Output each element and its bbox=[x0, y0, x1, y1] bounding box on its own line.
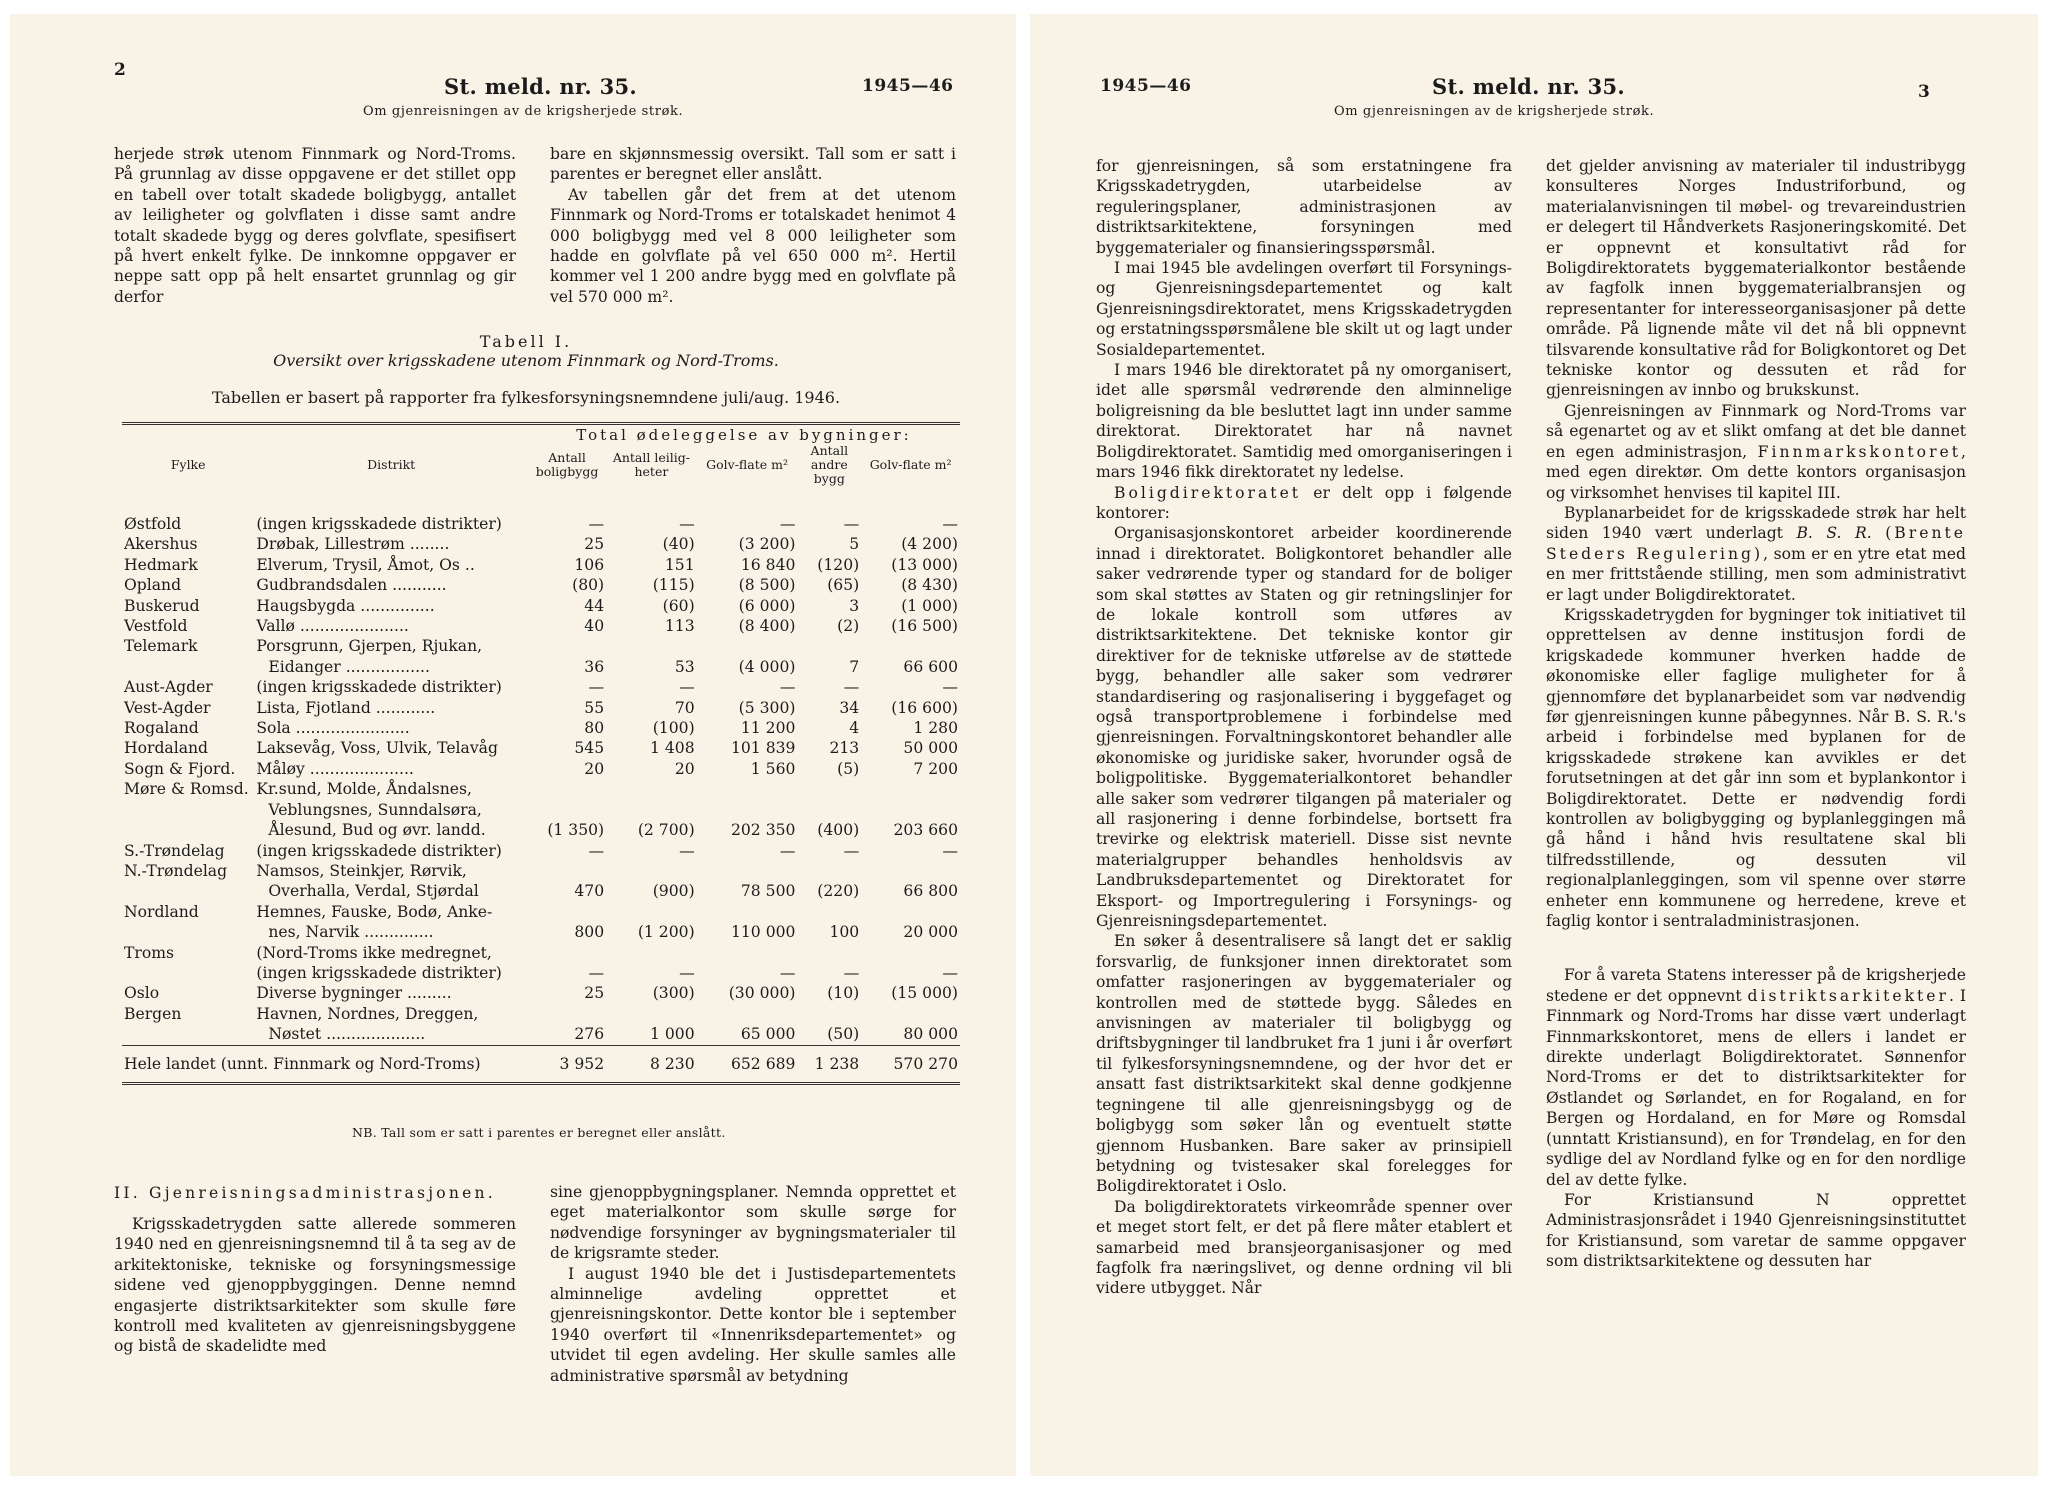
table-total-row bbox=[122, 1045, 960, 1083]
cell-value bbox=[697, 943, 798, 963]
cell-distrikt: Lista, Fjotland ............ bbox=[256, 698, 436, 717]
cell-distrikt: Sola ....................... bbox=[256, 719, 410, 738]
cell-value: 20 bbox=[674, 759, 695, 778]
cell-value: 66 800 bbox=[903, 882, 958, 901]
cell-fylke bbox=[122, 1024, 254, 1045]
cell-value: — bbox=[942, 678, 958, 697]
body-paragraph: Da boligdirektoratets virkeområde spenner over et meget stort felt, er det på flere måter etablert et samarbeid med bransjeorganisasjoner og med fagfolk fra næringslivet, og denne ordning vil bli videre utbygget. Når bbox=[1096, 1197, 1512, 1298]
table-row bbox=[122, 596, 960, 616]
cell-fylke: Østfold bbox=[124, 515, 182, 533]
table-row bbox=[122, 534, 960, 554]
cell-fylke: S.-Trøndelag bbox=[124, 841, 225, 860]
cell-value: 5 bbox=[849, 535, 860, 554]
page-year: 1945—46 bbox=[862, 76, 954, 96]
table-row bbox=[122, 943, 960, 963]
cell-distrikt: Kr.sund, Molde, Åndalsnes, bbox=[256, 780, 472, 799]
cell-value: — bbox=[779, 841, 796, 860]
body-paragraph bbox=[1546, 965, 1966, 1189]
body-paragraph: I august 1940 ble det i Justisdepartementets alminnelige avdeling opprettet et gjenreisningskontor. Dette kontor ble i september 1940 overført til «Innenriksdepartementet» og utvidet til egen avdeling. Her skulle samles alle administrative spørsmål av betydning bbox=[550, 1264, 956, 1385]
cell-value: — bbox=[588, 963, 605, 982]
table-label: Tabell I. bbox=[479, 332, 573, 351]
total-value: 570 270 bbox=[861, 1045, 960, 1083]
cell-value: (120) bbox=[817, 555, 860, 574]
cell-value: — bbox=[843, 841, 860, 860]
cell-value bbox=[861, 1004, 960, 1024]
cell-value: 66 600 bbox=[903, 657, 958, 676]
cell-fylke: Oslo bbox=[124, 984, 160, 1003]
body-paragraph: I mai 1945 ble avdelingen overført til Forsynings- og Gjenreisningsdepartementet og kalt Gjenreisningsdirektoratet, mens Krigsskadetrygden og erstatningsspørsmålene ble skilt ut og lagt under Sosialdepartementet. bbox=[1096, 259, 1512, 359]
cell-value: (60) bbox=[662, 596, 695, 615]
table-row bbox=[122, 1024, 960, 1045]
cell-value: (8 500) bbox=[738, 576, 796, 595]
cell-value: 11 200 bbox=[740, 719, 796, 738]
cell-value: (5) bbox=[837, 759, 860, 778]
cell-value bbox=[797, 902, 861, 922]
cell-value bbox=[528, 902, 606, 922]
body-paragraph bbox=[1096, 483, 1512, 524]
cell-value: 1 000 bbox=[650, 1025, 695, 1044]
cell-value bbox=[528, 943, 606, 963]
cell-value: (1 200) bbox=[637, 923, 695, 942]
spaced-term: Finnmarkskontoret bbox=[1757, 442, 1962, 461]
cell-value: 106 bbox=[574, 555, 605, 574]
page-number: 2 bbox=[114, 60, 126, 80]
body-paragraph: Krigsskadetrygden for bygninger tok initiativet til opprettelsen av denne institusjon fordi de krigskadede kommuner hverken hadde de økonomiske eller faglige muligheter for å gjennomføre det byplanarbeidet som var nødvendig før gjenreisningen kunne påbegynnes. Når B. S. R.'s arbeid i forbindelse med byplanen for de krigsskadede strøkene kan avvikles er det forutsetningen at det går inn som et byplankontor i Boligdirektoratet. Dette er nødvendig fordi kontrollen av boligbygging og byplanleggingen må gå hånd i hånd hvis resultatene skal bli tilfredsstillende, og dessuten vil regionalplanleggingen, som vil spenne over større enheter enn kommunene og herredene, kreve et faglig kontor i sentraladministrasjonen. bbox=[1546, 605, 1966, 931]
intro-right-column bbox=[550, 144, 956, 307]
body-text: er delt opp i følgende kontorer: bbox=[1096, 483, 1512, 522]
cell-value bbox=[697, 1004, 798, 1024]
cell-value bbox=[606, 902, 697, 922]
cell-value: (8 430) bbox=[901, 576, 958, 595]
cell-value: 53 bbox=[674, 657, 695, 676]
cell-fylke: Akershus bbox=[124, 535, 198, 554]
cell-distrikt: Namsos, Steinkjer, Rørvik, bbox=[256, 861, 467, 880]
cell-value: (80) bbox=[572, 576, 605, 595]
cell-value: 203 660 bbox=[893, 821, 958, 840]
cell-value bbox=[861, 943, 960, 963]
cell-value: 151 bbox=[664, 555, 695, 574]
column-header: Distrikt bbox=[367, 457, 416, 472]
cell-value: 470 bbox=[574, 882, 605, 901]
body-paragraph: En søker å desentralisere så langt det er saklig forsvarlig, de funksjoner innen direktoratet som omfatter rasjoneringen av byggematerialer og kontrollen med de støttede bygg. Således en anvisningen av materialer til boligbygg og driftsbygninger til landbruket fra 1 juni i år overført til fylkesforsyningsnemndene, og der hvor det er ansatt fast distriktsarkitekt skal denne godkjenne tegningene til alle gjenreisningsbygg og de boligbygg som søker lån og eventuelt støtte gjennom Husbanken. Bare saker av prinsipiell betydning og tvistesaker skal forelegges for Boligdirektoratet i Oslo. bbox=[1096, 932, 1512, 1196]
cell-value: 1 280 bbox=[913, 719, 958, 738]
cell-fylke: Sogn & Fjord. bbox=[124, 759, 236, 778]
cell-value bbox=[861, 636, 960, 656]
page-subtitle: Om gjenreisningen av de krigsherjede strøk. bbox=[1334, 104, 1655, 119]
body-paragraph bbox=[1546, 503, 1966, 605]
cell-value: (65) bbox=[827, 576, 860, 595]
cell-distrikt: Nøstet .................... bbox=[268, 1025, 426, 1044]
cell-fylke: N.-Trøndelag bbox=[124, 861, 228, 880]
cell-value: — bbox=[679, 963, 695, 982]
body-paragraph: Organisasjonskontoret arbeider koordinerende innad i direktoratet. Boligkontoret behandler alle saker vedrørende typer og standard for de boliger som skal støttes av Staten og gir retningslinjer for de lokale kontroll som utføres av distriktsarkitektene. Det tekniske kontor gir direktiver for de tekniske utførelse av de støttede bygg, behandler alle saker som vedrører standardisering og rasjonalisering i byggefaget og også transportproblemene i forbindelse med gjenreisningen. Forvaltningskontoret behandler alle økonomiske og juridiske saker, hvorunder også de boligpolitiske. Byggematerialkontoret behandler alle saker som vedrører tilgangen på materialer og all rasjonering i denne forbindelse, bortsett fra trevirke og elektrisk materiell. Disse sist nevnte materialgrupper behandles henholdsvis av Landbruksdepartementet og Direktoratet for Eksport- og Importregulering i Forsynings- og Gjenreisningsdepartementet. bbox=[1096, 524, 1512, 931]
cell-value: — bbox=[843, 678, 860, 697]
cell-value: (220) bbox=[817, 882, 860, 901]
table-row bbox=[122, 922, 960, 942]
cell-value bbox=[528, 800, 606, 820]
cell-value: — bbox=[843, 963, 860, 982]
column-header: Antall leilig-heter bbox=[612, 450, 690, 479]
cell-value: 36 bbox=[584, 657, 605, 676]
table-row bbox=[122, 779, 960, 799]
cell-value: 110 000 bbox=[730, 923, 796, 942]
cell-value bbox=[697, 902, 798, 922]
cell-value bbox=[606, 779, 697, 799]
cell-value: 7 bbox=[849, 657, 860, 676]
section-right-column bbox=[550, 1182, 956, 1386]
cell-value: 40 bbox=[584, 617, 605, 636]
table-row bbox=[122, 677, 960, 697]
cell-distrikt: Havnen, Nordnes, Dreggen, bbox=[256, 1004, 479, 1023]
column-header: Fylke bbox=[170, 457, 206, 472]
total-value: 1 238 bbox=[797, 1045, 861, 1083]
cell-distrikt: Eidanger ................. bbox=[268, 657, 430, 676]
cell-distrikt: (ingen krigsskadede distrikter) bbox=[256, 841, 502, 860]
cell-value: (1 000) bbox=[901, 596, 958, 615]
cell-value: (4 000) bbox=[738, 657, 796, 676]
cell-value bbox=[606, 943, 697, 963]
cell-value: (2 700) bbox=[637, 821, 695, 840]
cell-value: — bbox=[779, 963, 796, 982]
column-header: Antall boligbygg bbox=[535, 450, 599, 479]
cell-value bbox=[528, 861, 606, 881]
cell-fylke: Møre & Romsd. bbox=[124, 780, 249, 799]
cell-value: (13 000) bbox=[891, 555, 958, 574]
cell-value: — bbox=[588, 515, 605, 533]
cell-value: 78 500 bbox=[740, 882, 796, 901]
section-left-column bbox=[114, 1182, 516, 1357]
table-row bbox=[122, 496, 960, 534]
page-number: 3 bbox=[1918, 82, 1930, 102]
cell-value: — bbox=[779, 515, 796, 533]
table-row bbox=[122, 902, 960, 922]
cell-value: 80 000 bbox=[903, 1025, 958, 1044]
body-paragraph: for gjenreisningen, så som erstatningene fra Krigsskadetrygden, utarbeidelse av reguleringsplaner, administrasjonen av distriktsarkitektene, forsyningen med byggematerialer og finansieringsspørsmål. bbox=[1096, 157, 1512, 257]
cell-value: — bbox=[679, 841, 695, 860]
table-row bbox=[122, 881, 960, 901]
cell-value: (30 000) bbox=[728, 984, 796, 1003]
cell-fylke: Bergen bbox=[124, 1004, 182, 1023]
cell-value: (6 000) bbox=[738, 596, 796, 615]
cell-value: 276 bbox=[574, 1025, 605, 1044]
table-row bbox=[122, 718, 960, 738]
cell-fylke: Nordland bbox=[124, 902, 199, 921]
cell-value bbox=[797, 779, 861, 799]
cell-value: — bbox=[679, 678, 695, 697]
cell-fylke bbox=[122, 922, 254, 942]
cell-fylke: Troms bbox=[124, 943, 175, 962]
body-paragraph bbox=[1546, 401, 1966, 503]
cell-value: 65 000 bbox=[740, 1025, 796, 1044]
cell-value bbox=[797, 636, 861, 656]
cell-distrikt: Diverse bygninger ......... bbox=[256, 984, 452, 1003]
cell-value: 4 bbox=[849, 719, 860, 738]
page-subtitle: Om gjenreisningen av de krigsherjede strøk. bbox=[363, 104, 684, 119]
cell-fylke: Rogaland bbox=[124, 719, 199, 738]
total-value: 652 689 bbox=[697, 1045, 798, 1083]
cell-distrikt: Overhalla, Verdal, Stjørdal bbox=[268, 882, 479, 901]
cell-value: (4 200) bbox=[901, 535, 958, 554]
cell-fylke: Vestfold bbox=[124, 617, 188, 636]
cell-value: 44 bbox=[584, 596, 605, 615]
cell-value: (100) bbox=[652, 719, 695, 738]
cell-value bbox=[797, 1004, 861, 1024]
cell-distrikt: (Nord-Troms ikke medregnet, bbox=[256, 943, 492, 962]
cell-value: 80 bbox=[584, 719, 605, 738]
intro-left-column bbox=[114, 144, 516, 307]
cell-distrikt: Gudbrandsdalen ........... bbox=[256, 576, 447, 595]
table-row bbox=[122, 1004, 960, 1024]
body-text: . I Finnmark og Nord-Troms har disse vært underlagt Finnmarkskontoret, mens de ellers i landet er direkte underlagt Boligdirektoratet. Sønnenfor Nord-Troms er det to distriktsarkitekter for Østlandet og Sørlandet, en for Rogaland, en for Bergen og Hordaland, en for Møre og Romsdal (unntatt Kristiansund), en for Trøndelag, en for den sydlige del av Nordland fylke og en for den nordlige del av dette fylke. bbox=[1546, 986, 1966, 1189]
cell-value bbox=[606, 636, 697, 656]
cell-value: 113 bbox=[664, 617, 695, 636]
cell-distrikt: (ingen krigsskadede distrikter) bbox=[256, 678, 502, 697]
cell-fylke bbox=[122, 820, 254, 840]
cell-value: (3 200) bbox=[738, 535, 796, 554]
table-row bbox=[122, 800, 960, 820]
cell-value bbox=[797, 943, 861, 963]
column-header: Golv-flate m² bbox=[706, 457, 788, 472]
body-text: , som er en ytre etat med en mer frittstående stilling, men som administrativt er lagt under Boligdirektoratet. bbox=[1546, 544, 1966, 604]
cell-value bbox=[697, 800, 798, 820]
cell-distrikt: (ingen krigsskadede distrikter) bbox=[256, 515, 502, 533]
total-label: Hele landet (unnt. Finnmark og Nord-Troms) bbox=[122, 1045, 528, 1083]
body-text: , med egen direktør. Om dette kontors organisasjon og virksomhet henvises til kapitel III. bbox=[1546, 442, 1966, 502]
cell-distrikt: nes, Narvik .............. bbox=[268, 923, 434, 942]
cell-value: 20 bbox=[584, 759, 605, 778]
cell-value: (400) bbox=[817, 821, 860, 840]
damage-table bbox=[122, 422, 960, 1085]
cell-value: (15 000) bbox=[891, 984, 958, 1003]
cell-value: — bbox=[942, 841, 958, 860]
body-paragraph: sine gjenoppbygningsplaner. Nemnda opprettet et eget materialkontor som skulle sørge for nødvendige forsyninger av bygningsmaterialer til de krigsramte steder. bbox=[550, 1183, 956, 1263]
right-left-column bbox=[1096, 156, 1512, 1299]
cell-distrikt: Hemnes, Fauske, Bodø, Anke- bbox=[256, 902, 493, 921]
cell-value: 25 bbox=[584, 984, 605, 1003]
cell-value: 16 840 bbox=[740, 555, 796, 574]
cell-value: 213 bbox=[829, 739, 860, 758]
cell-value bbox=[861, 800, 960, 820]
cell-fylke: Vest-Agder bbox=[124, 698, 211, 717]
table-row bbox=[122, 657, 960, 677]
total-value: 8 230 bbox=[606, 1045, 697, 1083]
cell-distrikt: (ingen krigsskadede distrikter) bbox=[256, 963, 502, 982]
right-page bbox=[1030, 14, 2038, 1476]
table-row bbox=[122, 616, 960, 636]
cell-distrikt: Vallø ...................... bbox=[256, 617, 409, 636]
cell-value bbox=[797, 800, 861, 820]
cell-value: — bbox=[942, 963, 958, 982]
cell-value: 50 000 bbox=[903, 739, 958, 758]
cell-value bbox=[528, 1004, 606, 1024]
cell-value: (8 400) bbox=[738, 617, 796, 636]
cell-value: (16 500) bbox=[891, 617, 958, 636]
cell-value: 800 bbox=[574, 923, 605, 942]
body-paragraph: I mars 1946 ble direktoratet på ny omorganisert, idet alle spørsmål vedrørende den alminnelige boligreisning da ble besluttet lagt inn under samme direktorat. Direktoratet har nå navnet Boligdirektoratet. Samtidig med omorganiseringen i mars 1946 fikk direktoratet ny ledelse. bbox=[1096, 361, 1512, 482]
table-row bbox=[122, 555, 960, 575]
table-row bbox=[122, 820, 960, 840]
page-year: 1945—46 bbox=[1100, 76, 1192, 96]
cell-value bbox=[861, 902, 960, 922]
table-title: Oversikt over krigsskadene utenom Finnmark og Nord-Troms. bbox=[273, 351, 779, 370]
cell-value: (40) bbox=[662, 535, 695, 554]
cell-distrikt: Porsgrunn, Gjerpen, Rjukan, bbox=[256, 637, 483, 656]
table-row bbox=[122, 575, 960, 595]
intro-paragraph: herjede strøk utenom Finnmark og Nord-Troms. På grunnlag av disse oppgavene er det stillet opp en tabell over totalt skadede boligbygg, antallet av leiligheter og golvflaten i disse samt andre totalt skadede bygg og deres golvflate, spesifisert på hvert enkelt fylke. De innkomne oppgaver er neppe satt opp på helt ensartet grunnlag og gir derfor bbox=[114, 145, 516, 306]
section-heading: II. Gjenreisningsadministrasjonen. bbox=[114, 1184, 496, 1202]
body-text: For å vareta Statens interesser på de krigsherjede stedene er det oppnevnt bbox=[1546, 966, 1966, 1005]
cell-fylke bbox=[122, 881, 254, 901]
cell-distrikt: Laksevåg, Voss, Ulvik, Telavåg bbox=[256, 739, 498, 758]
spaced-term: distriktsarkitekter bbox=[1747, 986, 1949, 1005]
cell-fylke: Aust-Agder bbox=[124, 678, 213, 697]
cell-value: (1 350) bbox=[547, 821, 605, 840]
cell-fylke: Opland bbox=[124, 576, 182, 595]
cell-value bbox=[606, 800, 697, 820]
cell-value: 7 200 bbox=[913, 759, 958, 778]
table-note: NB. Tall som er satt i parentes er beregnet eller anslått. bbox=[352, 1125, 726, 1140]
cell-fylke bbox=[122, 963, 254, 983]
table-row bbox=[122, 963, 960, 983]
cell-value: (5 300) bbox=[738, 698, 796, 717]
cell-value: (900) bbox=[652, 882, 695, 901]
table-basis: Tabellen er basert på rapporter fra fylkesforsyningsnemndene juli/aug. 1946. bbox=[211, 388, 841, 407]
column-header: Golv-flate m² bbox=[869, 457, 952, 472]
cell-value bbox=[697, 861, 798, 881]
table-row bbox=[122, 841, 960, 861]
cell-distrikt: Elverum, Trysil, Åmot, Os .. bbox=[256, 555, 475, 574]
cell-value: — bbox=[588, 841, 605, 860]
cell-fylke: Hedmark bbox=[124, 555, 198, 574]
cell-value bbox=[528, 636, 606, 656]
cell-distrikt: Veblungsnes, Sunndalsøra, bbox=[268, 800, 482, 819]
spaced-term: Boligdirektoratet bbox=[1114, 483, 1302, 502]
table-row bbox=[122, 698, 960, 718]
cell-value: 545 bbox=[574, 739, 605, 758]
cell-value bbox=[606, 861, 697, 881]
cell-value: (2) bbox=[837, 617, 860, 636]
table-row bbox=[122, 759, 960, 779]
cell-fylke: Telemark bbox=[124, 637, 198, 656]
cell-value: 1 408 bbox=[650, 739, 695, 758]
cell-value bbox=[861, 861, 960, 881]
cell-value: (300) bbox=[652, 984, 695, 1003]
page-title: St. meld. nr. 35. bbox=[1432, 74, 1626, 99]
cell-value: 25 bbox=[584, 535, 605, 554]
cell-value: — bbox=[843, 515, 860, 533]
cell-value: 100 bbox=[829, 923, 860, 942]
intro-paragraph: bare en skjønnsmessig oversikt. Tall som er satt i parentes er beregnet eller anslått. bbox=[550, 145, 956, 184]
cell-value bbox=[861, 779, 960, 799]
cell-value: 202 350 bbox=[730, 821, 796, 840]
cell-distrikt: Ålesund, Bud og øvr. landd. bbox=[268, 821, 486, 840]
body-text: Gjenreisningen av Finnmark og Nord-Troms var så egenartet og av et slikt omfang at det ble dannet en egen administrasjon, bbox=[1546, 401, 1966, 461]
cell-fylke: Hordaland bbox=[124, 739, 209, 758]
cell-value: 55 bbox=[584, 698, 605, 717]
cell-value: (10) bbox=[827, 984, 860, 1003]
cell-value: 70 bbox=[674, 698, 695, 717]
table-group-header: Total ødeleggelse av bygninger: bbox=[576, 426, 912, 444]
body-paragraph: Krigsskadetrygden satte allerede sommeren 1940 ned en gjenreisningsnemnd til å ta seg av de arkitektoniske, tekniske og forsyningsmessige sidene ved gjenoppbyggingen. Denne nemnd engasjerte distriktsarkitekter som skulle føre kontroll med kvaliteten av gjenreisningsbyggene og bistå de skadelidte med bbox=[114, 1215, 516, 1356]
cell-value: (16 600) bbox=[891, 698, 958, 717]
table-row bbox=[122, 861, 960, 881]
emphasis: B. S. R. bbox=[1796, 524, 1872, 543]
total-value: 3 952 bbox=[528, 1045, 606, 1083]
cell-value: — bbox=[588, 678, 605, 697]
paragraph-gap bbox=[1546, 931, 1966, 965]
cell-value: 34 bbox=[839, 698, 860, 717]
body-paragraph: det gjelder anvisning av materialer til industribygg konsulteres Norges Industriforbund, og materialanvisningen til møbel- og trevareindustrien er delegert til Håndverkets Rasjoneringskomité. Det er oppnevnt et konsultativt råd for Boligdirektoratets byggematerialkontor bestående av fagfolk innen byggematerialbransjen og representanter for interesseorganisasjoner på dette område. På lignende måte vil det nå bli oppnevnt tilsvarende konsultative råd for Boligkontoret og Det tekniske kontor og dessuten et råd for gjenreisningen av innbo og brukskunst. bbox=[1546, 157, 1966, 400]
cell-value: 3 bbox=[849, 596, 860, 615]
body-text: Byplanarbeidet for de krigsskadede strøk har helt siden 1940 vært underlagt bbox=[1546, 503, 1966, 543]
cell-value bbox=[797, 861, 861, 881]
cell-value: (50) bbox=[827, 1025, 860, 1044]
table-row bbox=[122, 738, 960, 758]
cell-value bbox=[606, 1004, 697, 1024]
cell-value: 101 839 bbox=[730, 739, 796, 758]
right-right-column bbox=[1546, 156, 1966, 1272]
cell-distrikt: Haugsbygda ............... bbox=[256, 596, 435, 615]
table-caption bbox=[100, 332, 952, 407]
page-title: St. meld. nr. 35. bbox=[444, 74, 638, 99]
cell-value bbox=[528, 779, 606, 799]
left-page bbox=[10, 14, 1016, 1476]
cell-value bbox=[697, 636, 798, 656]
cell-fylke bbox=[122, 657, 254, 677]
book-gutter bbox=[1016, 0, 1030, 1487]
spaced-term: (Brente Steders Regulering) bbox=[1546, 524, 1966, 563]
cell-value: — bbox=[942, 515, 958, 533]
cell-value: (115) bbox=[652, 576, 695, 595]
cell-value: 20 000 bbox=[903, 923, 958, 942]
cell-value: 1 560 bbox=[750, 759, 796, 778]
cell-value bbox=[697, 779, 798, 799]
cell-distrikt: Drøbak, Lillestrøm ........ bbox=[256, 535, 450, 554]
body-paragraph: For Kristiansund N opprettet Administrasjonsrådet i 1940 Gjenreisningsinstituttet for Kristiansund, som varetar de samme oppgaver som distriktsarkitektene og dessuten har bbox=[1546, 1190, 1966, 1271]
cell-distrikt: Måløy ..................... bbox=[256, 759, 414, 778]
table-row bbox=[122, 983, 960, 1003]
table-row bbox=[122, 636, 960, 656]
cell-fylke bbox=[122, 800, 254, 820]
cell-value: — bbox=[679, 515, 695, 533]
cell-value: — bbox=[779, 678, 796, 697]
intro-paragraph: Av tabellen går det frem at det utenom Finnmark og Nord-Troms er totalskadet henimot 4 000 boligbygg med vel 8 000 leiligheter som hadde en golvflate på vel 650 000 m². Hertil kommer vel 1 200 andre bygg med en golvflate på vel 570 000 m². bbox=[550, 185, 956, 306]
cell-fylke: Buskerud bbox=[124, 596, 200, 615]
column-header: Antall andre bygg bbox=[810, 443, 849, 486]
